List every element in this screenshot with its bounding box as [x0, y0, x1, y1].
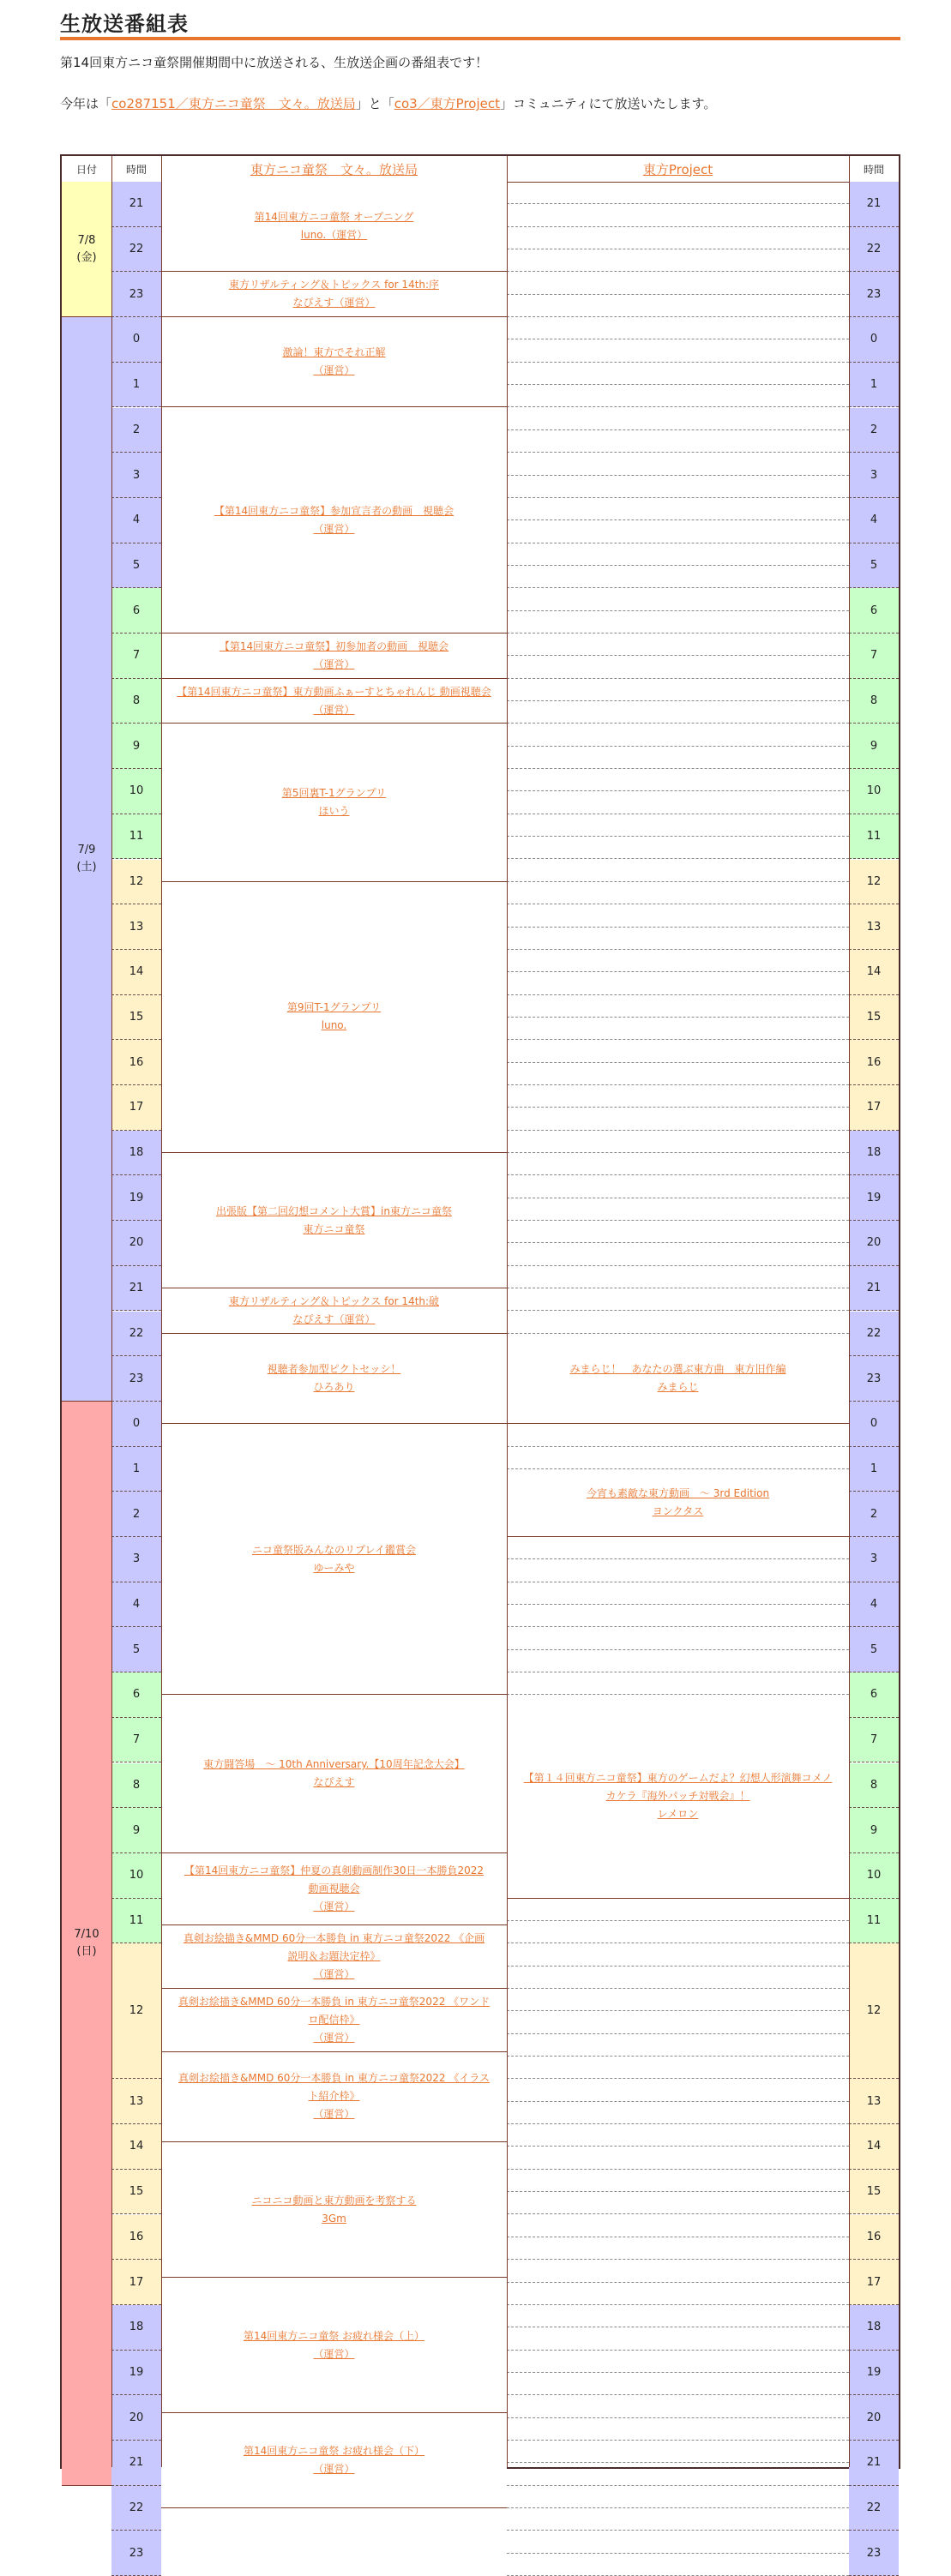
hour-cell: 4: [111, 498, 161, 543]
channel-2-slot: [507, 2395, 849, 2417]
channel-2-slot: [507, 1243, 849, 1265]
program-title[interactable]: 【第１４回東方ニコ童祭】東方のゲームだよ？幻想人形演舞コメノ: [523, 1772, 833, 1784]
channel-2-slot: [507, 1040, 849, 1062]
channel-1-program[interactable]: [161, 408, 507, 634]
hour-cell: 18: [111, 1131, 161, 1176]
hour-cell-right: 8: [849, 1763, 899, 1809]
program-title[interactable]: ニコ童祭版みんなのリプレイ鑑賞会: [252, 1543, 416, 1556]
program-host[interactable]: （運営）: [313, 2347, 355, 2360]
channel-2-slot: [507, 317, 849, 339]
channel-2-slot: [507, 1198, 849, 1221]
hour-cell-right: 22: [849, 2486, 899, 2531]
hour-cell-right: 4: [849, 498, 899, 543]
channel-2-slot: [507, 2486, 849, 2508]
hour-cell-right: 9: [849, 724, 899, 769]
program-host[interactable]: （運営）: [313, 658, 355, 670]
channel-2-slot: [507, 2102, 849, 2124]
hour-cell: 3: [111, 1537, 161, 1582]
day-date: 7/9: [77, 844, 96, 857]
hour-cell-right: 22: [849, 1312, 899, 1357]
channel-2-slot: [507, 520, 849, 543]
channel-2-slot: [507, 995, 849, 1018]
hour-cell-right: 9: [849, 1808, 899, 1853]
channel-2-slot: [507, 904, 849, 927]
hour-cell: 13: [111, 2079, 161, 2124]
channel-2-slot: [507, 2531, 849, 2553]
program-host[interactable]: （運営）: [313, 364, 355, 377]
channel-2-slot: [507, 747, 849, 769]
program-host[interactable]: （運営）: [313, 1900, 355, 1913]
hour-cell-right: 1: [849, 363, 899, 408]
hour-cell: 23: [111, 1356, 161, 1402]
hour-cell: 1: [111, 363, 161, 408]
program-title[interactable]: 真剣お絵描き&MMD 60分一本勝負 in 東方ニコ童祭2022 《企画: [183, 1932, 485, 1945]
program-host[interactable]: （運営）: [313, 2463, 355, 2476]
hour-cell-right: 12: [849, 860, 899, 905]
hour-cell-right: 6: [849, 588, 899, 633]
day-cell: [62, 1402, 111, 2486]
channel-1-program[interactable]: [161, 1153, 507, 1288]
column-divider: [849, 156, 850, 2467]
hour-cell-right: 3: [849, 1537, 899, 1582]
intro-text: [60, 53, 488, 71]
channel-2-slot: [507, 1650, 849, 1672]
channel-2-slot: [507, 1627, 849, 1649]
channel-2-slot: [507, 611, 849, 633]
program-title[interactable]: 【第14回東方ニコ童祭】初参加者の動画 視聴会: [219, 639, 449, 652]
hour-cell-right: 10: [849, 1853, 899, 1899]
channel-2-slot: [507, 2418, 849, 2441]
hour-cell-right: 5: [849, 543, 899, 589]
channel-1-program[interactable]: [161, 317, 507, 407]
column-divider: [161, 156, 162, 2467]
channel-1-program[interactable]: [161, 1288, 507, 1334]
hour-cell-right: 6: [849, 1672, 899, 1718]
channel-1-program[interactable]: [161, 1424, 507, 1695]
hour-cell-right: 16: [849, 2215, 899, 2261]
program-title[interactable]: 真剣お絵描き&MMD 60分一本勝負 in 東方ニコ童祭2022 《ワンド: [178, 1995, 491, 2008]
channel-2-slot: [507, 1153, 849, 1175]
hour-cell-right: 5: [849, 1627, 899, 1672]
intro-text-mid: 」と「: [355, 96, 394, 111]
channel-1-program[interactable]: [161, 724, 507, 881]
channel-2-slot: [507, 701, 849, 724]
column-divider: [507, 156, 508, 2467]
hour-cell: 15: [111, 2170, 161, 2215]
channel-1-program[interactable]: [161, 633, 507, 679]
program-host[interactable]: （運営）: [313, 1968, 355, 1981]
hour-cell-right: 21: [849, 1266, 899, 1312]
hour-cell: 23: [111, 272, 161, 317]
program-title[interactable]: 東方闘答場 ～ 10th Anniversary.【10周年記念大会】: [203, 1758, 465, 1771]
hour-cell: 10: [111, 1853, 161, 1899]
program-host[interactable]: luno.（運営）: [300, 229, 368, 242]
program-host[interactable]: なぴえす（運営）: [292, 297, 376, 309]
channel-1-program[interactable]: [161, 2142, 507, 2278]
channel-2-slot: [507, 566, 849, 588]
program-title[interactable]: 東方リザルティング＆トピックス for 14th:序: [228, 279, 440, 291]
hour-cell-right: 19: [849, 2351, 899, 2396]
hour-cell: 20: [111, 1221, 161, 1266]
header-time-right: 時間: [849, 156, 899, 182]
channel-2-slot: [507, 2170, 849, 2192]
hour-cell: 0: [111, 317, 161, 363]
hour-cell: 23: [111, 2531, 161, 2576]
program-host[interactable]: ゆーみや: [313, 1561, 355, 1574]
channel-2-slot: [507, 1582, 849, 1605]
hour-cell-right: 13: [849, 2079, 899, 2124]
channel-2-slot: [507, 2373, 849, 2395]
channel-1-program[interactable]: [161, 1695, 507, 1852]
channel-2-slot: [507, 724, 849, 746]
channel-2-slot: [507, 1131, 849, 1153]
hour-cell: 21: [111, 1266, 161, 1312]
program-title[interactable]: ニコニコ動画と東方動画を考察する: [251, 2194, 417, 2207]
channel-2-slot: [507, 2260, 849, 2282]
intro-text-post: 」コミュニティにて放送いたします。: [500, 96, 717, 111]
channel-2-slot: [507, 1288, 849, 1311]
hour-cell: 10: [111, 769, 161, 814]
program-host[interactable]: ひろあり: [313, 1381, 355, 1394]
community-link-1[interactable]: co287151／東方ニコ童祭 文々。放送局: [111, 96, 356, 111]
channel-2-slot: [507, 498, 849, 520]
hour-cell: 5: [111, 1627, 161, 1672]
channel-2-slot: [507, 2237, 849, 2260]
day-date: 7/10: [74, 1928, 99, 1942]
hour-cell-right: 7: [849, 1718, 899, 1763]
channel-2-program[interactable]: [507, 1334, 849, 1424]
hour-cell-right: 11: [849, 814, 899, 860]
channel-1-program[interactable]: [161, 2278, 507, 2413]
hour-cell: 20: [111, 2395, 161, 2441]
channel-2-slot: [507, 928, 849, 950]
day-date: 7/8: [77, 234, 96, 248]
channel-2-slot: [507, 1063, 849, 1085]
hour-cell: 5: [111, 543, 161, 589]
hour-cell: 6: [111, 588, 161, 633]
channel-2-slot: [507, 972, 849, 994]
channel-2-slot: [507, 543, 849, 566]
hour-cell-right: 8: [849, 679, 899, 724]
program-host[interactable]: ほいう: [318, 805, 350, 818]
hour-cell: 2: [111, 408, 161, 453]
hour-cell-right: 2: [849, 1492, 899, 1537]
program-host[interactable]: なぴえす（運営）: [292, 1312, 376, 1325]
channel-2-slot: [507, 227, 849, 249]
hour-cell: 19: [111, 1175, 161, 1221]
program-host[interactable]: ロ配信枠》: [308, 2013, 360, 2026]
channel-2-slot: [507, 2079, 849, 2101]
hour-cell-right: 0: [849, 317, 899, 363]
channel-2-slot: [507, 2305, 849, 2327]
hour-cell: 21: [111, 2441, 161, 2486]
program-title[interactable]: みまらじ！ あなたの選ぶ東方曲 東方旧作編: [569, 1363, 786, 1376]
header-date: 日付: [62, 156, 111, 182]
hour-cell: 21: [111, 182, 161, 227]
hour-cell: 18: [111, 2305, 161, 2351]
channel-2-slot: [507, 950, 849, 972]
program-title[interactable]: 激論！東方でそれ正解: [282, 346, 386, 359]
channel-1-link[interactable]: 東方ニコ童祭 文々。放送局: [250, 161, 418, 177]
day-cell: [62, 317, 111, 1402]
program-title[interactable]: 第14回東方ニコ童祭 お疲れ様会（下）: [243, 2445, 425, 2458]
hour-cell-right: 17: [849, 1085, 899, 1131]
hour-cell: 0: [111, 1402, 161, 1447]
program-host[interactable]: レメロン: [657, 1808, 699, 1820]
intro-line-1: 第14回東方ニコ童祭開催期間中に放送される、生放送企画の番組表です！: [60, 55, 489, 70]
channel-2-slot: [507, 2124, 849, 2147]
program-title[interactable]: 第14回東方ニコ童祭 オープニング: [254, 211, 414, 224]
program-host[interactable]: みまらじ: [657, 1381, 699, 1394]
hour-cell: 22: [111, 2486, 161, 2531]
hour-cell: 11: [111, 814, 161, 860]
hour-cell-right: 3: [849, 453, 899, 498]
header-channel-1: [161, 156, 507, 182]
hour-cell: 7: [111, 633, 161, 679]
hour-cell-right: 11: [849, 1899, 899, 1944]
channel-2-slot: [507, 882, 849, 904]
column-divider: [111, 156, 112, 2467]
channel-2-slot: [507, 1447, 849, 1469]
program-title[interactable]: 第5回裏T-1グランプリ: [281, 787, 387, 800]
hour-cell: 15: [111, 995, 161, 1041]
channel-1-program[interactable]: [161, 882, 507, 1153]
program-title[interactable]: 視聴者参加型ピクトセッシ！: [267, 1363, 401, 1376]
hour-cell-right: 23: [849, 2531, 899, 2576]
hour-cell: 14: [111, 2124, 161, 2170]
day-cell: [62, 182, 111, 317]
hour-cell-right: 19: [849, 1175, 899, 1221]
hour-cell: 8: [111, 679, 161, 724]
channel-2-link[interactable]: 東方Project: [642, 161, 713, 177]
intro-text-2: [60, 94, 716, 112]
program-host[interactable]: ト紹介枠》: [308, 2090, 360, 2103]
hour-cell: 2: [111, 1492, 161, 1537]
channel-2-slot: [507, 1967, 849, 1989]
day-weekday: (金): [76, 250, 97, 264]
program-title[interactable]: 【第14回東方ニコ童祭】仲夏の真剣動画制作30日一本勝負2022: [184, 1864, 485, 1877]
hour-cell-right: 4: [849, 1582, 899, 1628]
hour-cell: 4: [111, 1582, 161, 1628]
channel-2-slot: [507, 2057, 849, 2079]
program-title[interactable]: 今宵も素敵な東方動画 ～ 3rd Edition: [586, 1486, 770, 1499]
channel-2-slot: [507, 1899, 849, 1921]
channel-1-program[interactable]: [161, 1989, 507, 2052]
channel-2-slot: [507, 2147, 849, 2169]
channel-2-slot: [507, 182, 849, 204]
hour-cell: 3: [111, 453, 161, 498]
hour-cell-right: 12: [849, 1943, 899, 2079]
channel-2-slot: [507, 2351, 849, 2373]
hour-cell: 12: [111, 860, 161, 905]
program-host[interactable]: （運営）: [313, 703, 355, 716]
channel-2-slot: [507, 791, 849, 814]
channel-2-slot: [507, 588, 849, 610]
channel-2-slot: [507, 204, 849, 226]
program-host[interactable]: （運営）: [313, 2108, 355, 2121]
channel-2-slot: [507, 656, 849, 678]
title-divider: [60, 37, 900, 40]
hour-cell-right: 18: [849, 1131, 899, 1176]
hour-cell-right: 14: [849, 2124, 899, 2170]
hour-cell: 1: [111, 1447, 161, 1492]
channel-2-slot: [507, 1537, 849, 1559]
channel-1-program[interactable]: [161, 1853, 507, 1925]
channel-2-slot: [507, 679, 849, 701]
channel-2-slot: [507, 476, 849, 498]
program-host[interactable]: なぴえす: [313, 1776, 355, 1789]
channel-1-program[interactable]: [161, 2052, 507, 2142]
channel-2-program[interactable]: [507, 1695, 849, 1898]
channel-2-slot: [507, 2283, 849, 2305]
program-title[interactable]: 第9回T-1グランプリ: [286, 1001, 382, 1014]
hour-cell: 16: [111, 1040, 161, 1085]
channel-2-slot: [507, 1943, 849, 1966]
channel-2-slot: [507, 1605, 849, 1627]
hour-cell: 6: [111, 1672, 161, 1718]
hour-cell-right: 2: [849, 408, 899, 453]
day-weekday: (土): [76, 860, 97, 874]
channel-2-slot: [507, 633, 849, 656]
program-title[interactable]: 第14回東方ニコ童祭 お疲れ様会（上）: [243, 2329, 425, 2342]
program-host[interactable]: （運営）: [313, 522, 355, 535]
channel-1-program[interactable]: [161, 182, 507, 272]
hour-cell-right: 10: [849, 769, 899, 814]
channel-2-slot: [507, 430, 849, 453]
hour-cell: 17: [111, 1085, 161, 1131]
channel-2-slot: [507, 1018, 849, 1040]
channel-2-program[interactable]: [507, 1469, 849, 1537]
channel-2-slot: [507, 860, 849, 882]
hour-cell-right: 17: [849, 2260, 899, 2305]
hour-cell: 14: [111, 950, 161, 995]
channel-2-slot: [507, 1221, 849, 1243]
hour-cell-right: 0: [849, 1402, 899, 1447]
channel-2-slot: [507, 2011, 849, 2033]
hour-cell-right: 15: [849, 2170, 899, 2215]
channel-2-slot: [507, 837, 849, 859]
program-title[interactable]: 【第14回東方ニコ童祭】参加宣言者の動画 視聴会: [214, 504, 454, 517]
hour-cell: 17: [111, 2260, 161, 2305]
channel-2-slot: [507, 339, 849, 362]
program-host[interactable]: 3Gm: [322, 2212, 346, 2225]
channel-1-program[interactable]: [161, 679, 507, 724]
program-host[interactable]: 東方ニコ童祭: [303, 1222, 365, 1235]
hour-cell-right: 23: [849, 1356, 899, 1402]
hour-cell-right: 23: [849, 272, 899, 317]
hour-cell-right: 7: [849, 633, 899, 679]
program-title[interactable]: 東方リザルティング＆トピックス for 14th:破: [228, 1294, 440, 1307]
page-title: 生放送番組表: [60, 12, 189, 36]
channel-2-slot: [507, 814, 849, 837]
channel-2-slot: [507, 2508, 849, 2531]
channel-2-slot: [507, 2327, 849, 2350]
day-weekday: (日): [76, 1944, 97, 1958]
channel-1-program[interactable]: [161, 1334, 507, 1424]
channel-1-program[interactable]: [161, 1925, 507, 1989]
channel-2-slot: [507, 2554, 849, 2576]
program-title[interactable]: 真剣お絵描き&MMD 60分一本勝負 in 東方ニコ童祭2022 《イラス: [178, 2072, 490, 2085]
channel-2-slot: [507, 769, 849, 791]
hour-cell: 22: [111, 1312, 161, 1357]
program-title[interactable]: 【第14回東方ニコ童祭】東方動画ふぁーすとちゃれんじ 動画視聴会: [177, 685, 491, 698]
hour-cell-right: 20: [849, 2395, 899, 2441]
channel-2-slot: [507, 295, 849, 317]
channel-2-slot: [507, 2034, 849, 2057]
channel-2-slot: [507, 1424, 849, 1446]
program-host[interactable]: 説明＆お題決定枠》: [287, 1950, 381, 1963]
channel-2-slot: [507, 363, 849, 385]
community-link-2[interactable]: co3／東方Project: [394, 96, 501, 111]
channel-2-slot: [507, 249, 849, 272]
channel-2-slot: [507, 453, 849, 475]
channel-2-slot: [507, 2463, 849, 2485]
program-host[interactable]: luno.: [321, 1019, 347, 1032]
hour-cell-right: 20: [849, 1221, 899, 1266]
hour-cell: 19: [111, 2351, 161, 2396]
channel-2-slot: [507, 1312, 849, 1334]
channel-2-slot: [507, 408, 849, 430]
hour-cell-right: 18: [849, 2305, 899, 2351]
header-time: 時間: [111, 156, 161, 182]
channel-2-slot: [507, 1266, 849, 1288]
hour-cell-right: 1: [849, 1447, 899, 1492]
hour-cell: 8: [111, 1763, 161, 1809]
channel-1-program[interactable]: [161, 272, 507, 317]
hour-cell-right: 21: [849, 2441, 899, 2486]
intro-text-pre: 今年は「: [60, 96, 112, 111]
hour-cell-right: 14: [849, 950, 899, 995]
channel-2-slot: [507, 1108, 849, 1130]
channel-1-program[interactable]: [161, 2413, 507, 2508]
schedule-table: [60, 154, 900, 2560]
channel-2-slot: [507, 272, 849, 294]
channel-2-slot: [507, 385, 849, 407]
hour-cell: 9: [111, 724, 161, 769]
channel-2-slot: [507, 1989, 849, 2011]
channel-2-slot: [507, 2192, 849, 2214]
hour-cell-right: 22: [849, 227, 899, 273]
program-title[interactable]: 出張版【第二回幻想コメント大賞】in東方ニコ童祭: [216, 1204, 452, 1217]
hour-cell: 9: [111, 1808, 161, 1853]
hour-cell: 11: [111, 1899, 161, 1944]
hour-cell-right: 16: [849, 1040, 899, 1085]
hour-cell: 13: [111, 904, 161, 950]
program-host[interactable]: ヨンクタス: [652, 1504, 704, 1517]
hour-cell: 16: [111, 2215, 161, 2261]
hour-cell-right: 15: [849, 995, 899, 1041]
hour-cell: 12: [111, 1943, 161, 2079]
hour-cell: 22: [111, 227, 161, 273]
channel-2-slot: [507, 2441, 849, 2463]
program-host[interactable]: カケラ『海外パッチ対戦会』！: [605, 1790, 750, 1802]
channel-2-slot: [507, 2215, 849, 2237]
channel-2-slot: [507, 1559, 849, 1582]
channel-2-slot: [507, 1175, 849, 1198]
hour-cell-right: 21: [849, 182, 899, 227]
hour-cell-right: 13: [849, 904, 899, 950]
program-host[interactable]: 動画視聴会: [308, 1882, 360, 1895]
channel-2-slot: [507, 1672, 849, 1695]
program-host[interactable]: （運営）: [313, 2031, 355, 2044]
header-channel-2: [507, 156, 849, 182]
channel-2-slot: [507, 1085, 849, 1108]
channel-2-slot: [507, 1921, 849, 1943]
hour-cell: 7: [111, 1718, 161, 1763]
